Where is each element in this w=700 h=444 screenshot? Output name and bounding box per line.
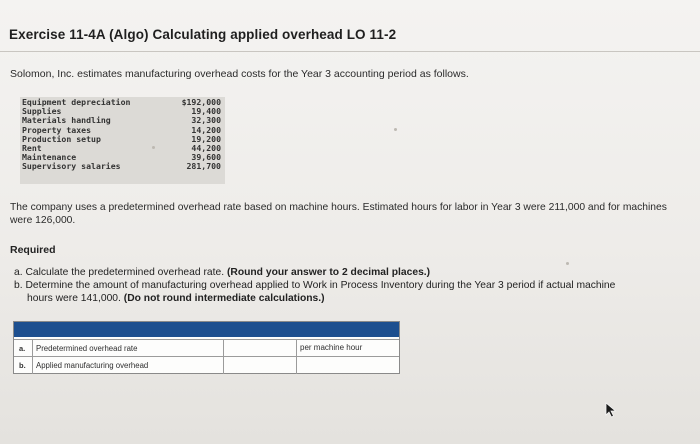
cost-row	[20, 97, 225, 106]
cost-label: Maintenance	[22, 152, 77, 163]
mouse-cursor-icon	[605, 402, 619, 418]
cost-value: 32,300	[191, 115, 221, 126]
requirement-b-text-2: hours were 141,000.	[27, 293, 121, 304]
cost-row	[20, 134, 225, 143]
cost-row	[20, 106, 225, 115]
cost-value: 281,700	[186, 161, 221, 172]
answer-table	[13, 321, 400, 374]
answer-row-a	[14, 339, 399, 357]
requirement-b-note: (Do not round intermediate calculations.)	[123, 293, 325, 304]
title-divider	[0, 51, 700, 52]
required-heading: Required	[10, 244, 56, 256]
requirement-b-text-1: b. Determine the amount of manufacturing overhead applied to Work in Process Inventory during the Year 3 period if actual machine	[14, 280, 616, 291]
overhead-cost-table	[20, 97, 225, 184]
cost-label: Equipment depreciation	[22, 97, 131, 107]
cost-value: 19,400	[191, 106, 221, 117]
cost-row	[20, 125, 225, 134]
cost-label: Rent	[22, 142, 42, 153]
row-label-cell	[32, 357, 224, 374]
unit-cell	[296, 357, 400, 374]
screen-speck	[152, 146, 155, 149]
requirement-a-note: (Round your answer to 2 decimal places.)	[226, 267, 431, 278]
cost-label: Production setup	[22, 133, 101, 144]
row-label-cell	[32, 340, 224, 357]
cost-value: 14,200	[191, 124, 221, 135]
requirement-a-text: a. Calculate the predetermined overhead rate.	[14, 267, 225, 278]
cost-row	[20, 115, 225, 124]
exercise-title: Exercise 11-4A (Algo) Calculating applied overhead LO 11-2	[9, 27, 397, 42]
applied-overhead-input[interactable]	[225, 357, 294, 373]
requirement-b	[14, 279, 684, 305]
cost-value: $192,000	[181, 97, 221, 107]
answer-table-header	[14, 322, 399, 337]
overhead-rate-input[interactable]	[225, 340, 294, 356]
cost-row	[20, 152, 225, 161]
cost-value: 39,600	[191, 152, 221, 163]
cost-value: 44,200	[191, 142, 221, 153]
cost-row	[20, 161, 225, 170]
row-label: Applied manufacturing overhead	[36, 361, 149, 370]
row-label: Predetermined overhead rate	[36, 344, 138, 353]
problem-paragraph: The company uses a predetermined overhead rate based on machine hours. Estimated hours for labor in Year 3 were 211,000 and for machines were 126,000.	[10, 202, 667, 226]
row-letter: b.	[19, 361, 26, 370]
cost-row	[20, 143, 225, 152]
screen-speck	[394, 128, 397, 131]
cost-label: Supervisory salaries	[22, 161, 121, 172]
intro-text: Solomon, Inc. estimates manufacturing overhead costs for the Year 3 accounting period as follows.	[10, 68, 469, 80]
requirement-a	[14, 266, 684, 279]
row-letter: a.	[19, 344, 26, 353]
unit-label: per machine hour	[300, 343, 363, 352]
cost-label: Materials handling	[22, 115, 111, 126]
unit-cell	[296, 340, 400, 357]
cost-label: Property taxes	[22, 124, 92, 135]
cost-label: Supplies	[22, 106, 62, 117]
answer-row-b	[14, 356, 399, 374]
screen-speck	[566, 262, 569, 265]
cost-value: 19,200	[191, 133, 221, 144]
